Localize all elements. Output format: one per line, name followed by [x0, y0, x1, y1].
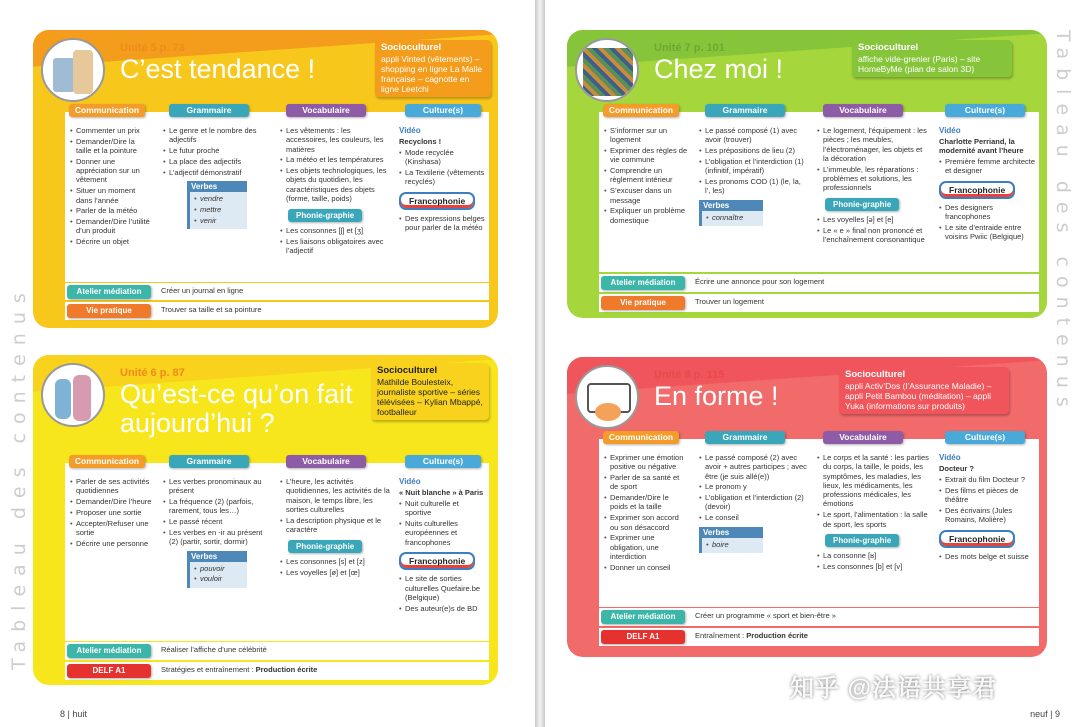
page-number-right: neuf | 9 — [1030, 709, 1060, 719]
content-grid — [65, 105, 489, 282]
list-item: • Demander/Dire l’utilité d’un produit — [70, 217, 152, 236]
col-culture — [935, 105, 1039, 243]
unit-6-card — [33, 355, 498, 685]
list-item: • vendre — [194, 194, 243, 203]
verbes-box — [187, 551, 247, 589]
list-item: • Le site d’entraide entre voisins Pwiic (Belgique) — [939, 223, 1036, 242]
list-item: • Exprimer son accord ou son désaccord — [604, 513, 688, 532]
grammaire-header: Grammaire — [169, 104, 249, 117]
unit-8-card — [567, 357, 1047, 657]
col-grammaire — [159, 105, 274, 233]
list-item: • Le sport, l’alimentation : la salle de sport, les sports — [817, 510, 930, 529]
culture-header: Culture(s) — [405, 455, 481, 468]
grammaire-header: Grammaire — [705, 431, 785, 444]
side-title-left: Tableau des contenus — [8, 284, 30, 670]
atelier-text: Créer un programme « sport et bien-être » — [695, 611, 836, 620]
list-item: • Des écrivains (Jules Romains, Molière) — [939, 506, 1036, 525]
col-vocabulaire — [276, 456, 393, 578]
side-title-right: Tableau des contenus — [1052, 30, 1074, 416]
col-grammaire — [695, 105, 811, 230]
list-item: • Décrire un objet — [70, 237, 152, 246]
list-item: • S’informer sur un logement — [604, 126, 688, 145]
verbes-box — [699, 200, 763, 227]
list-item: • Comprendre un règlement intérieur — [604, 166, 688, 185]
unit-title: En forme ! — [654, 381, 779, 411]
socioculturel-heading: Socioculturel — [381, 42, 442, 53]
unit-thumbnail — [575, 38, 639, 102]
list-item: • Des auteur(e)s de BD — [399, 604, 486, 613]
atelier-row — [599, 608, 1039, 626]
verbes-label: Verbes — [187, 551, 247, 562]
list-item: • Les verbes en -ir au présent (2) (partir, sortir, dormir) — [163, 528, 271, 547]
list-item: • Les verbes pronominaux au présent — [163, 477, 271, 496]
video-title: Recyclons ! — [399, 137, 442, 146]
list-item: • Exprimer une obligation, une interdiction — [604, 533, 688, 561]
vie-pratique-label: Vie pratique — [67, 304, 151, 318]
francophonie-label: Francophonie — [939, 530, 1015, 548]
unit-5-card — [33, 30, 498, 328]
delf-text: Stratégies et entraînement : — [161, 665, 256, 674]
list-item: • Commenter un prix — [70, 126, 152, 135]
list-item: • Le pronom y — [699, 482, 808, 491]
unit-title: Qu’est-ce qu’on fait aujourd’hui ? — [120, 379, 353, 438]
atelier-text: Écrire une annonce pour son logement — [695, 277, 825, 286]
list-item: • Exprimer des règles de vie commune — [604, 146, 688, 165]
list-item: • Les voyelles [ø] et [œ] — [280, 568, 390, 577]
list-item: • Accepter/Refuser une sortie — [70, 519, 152, 538]
list-item: • Proposer une sortie — [70, 508, 152, 517]
list-item: • Nuits culturelles européennes et francophones — [399, 519, 486, 547]
list-item: • Extrait du film Docteur ? — [939, 475, 1036, 484]
atelier-label: Atelier médiation — [601, 610, 685, 624]
list-item: • Le passé récent — [163, 517, 271, 526]
list-item: • Des expressions belges pour parler de la météo — [399, 214, 486, 233]
col-grammaire — [695, 432, 811, 557]
socioculturel-heading: Socioculturel — [845, 369, 906, 380]
video-label: Vidéo — [939, 453, 961, 462]
phonie-graphie-label: Phonie-graphie — [288, 540, 362, 553]
list-item: • L’immeuble, les réparations : problèmes et solutions, les professionnels — [817, 165, 930, 193]
list-item: • Le genre et le nombre des adjectifs — [163, 126, 271, 145]
col-vocabulaire — [813, 105, 933, 246]
vocabulaire-header: Vocabulaire — [823, 431, 903, 444]
list-item: • Les consonnes [ʃ] et [ʒ] — [280, 226, 390, 235]
list-item: • Les objets technologiques, les objets du quotidien, les caractéristiques des objets (forme, taille, poids) — [280, 166, 390, 203]
list-item: • Mode recyclée (Kinshasa) — [399, 148, 486, 167]
list-item: • Le corps et la santé : les parties du corps, la taille, le poids, les symptômes, les maladies, les lieux, les médicaments, les professions médicales, les émotions — [817, 453, 930, 509]
right-page — [545, 0, 1080, 727]
list-item: • La fréquence (2) (parfois, rarement, tous les…) — [163, 497, 271, 516]
col-vocabulaire — [276, 105, 393, 257]
col-culture — [395, 456, 489, 615]
list-item: • S’excuser dans un message — [604, 186, 688, 205]
phonie-graphie-label: Phonie-graphie — [825, 534, 899, 547]
vocabulaire-header: Vocabulaire — [286, 455, 366, 468]
unit-7-card — [567, 30, 1047, 318]
list-item: • Le passé composé (2) avec avoir + autres participes ; avec être (je suis allé(e)) — [699, 453, 808, 481]
col-grammaire — [159, 456, 274, 592]
culture-header: Culture(s) — [405, 104, 481, 117]
list-item: • Les prépositions de lieu (2) — [699, 146, 808, 155]
communication-header: Communication — [603, 104, 679, 117]
list-item: • Exprimer une émotion positive ou négative — [604, 453, 688, 472]
socioculturel-heading: Socioculturel — [377, 365, 438, 376]
list-item: • Donner un conseil — [604, 563, 688, 572]
list-item: • La description physique et le caractère — [280, 516, 390, 535]
socioculturel-text: affiche vide-grenier (Paris) – site HomeByMe (plan de salon 3D) — [858, 54, 981, 74]
delf-label: DELF A1 — [601, 630, 685, 644]
list-item: • Le logement, l’équipement : les pièces ; les meubles, l’électroménager, les objets et la décoration — [817, 126, 930, 163]
verbes-box — [699, 527, 763, 554]
unit-thumbnail — [41, 38, 105, 102]
verbes-box — [187, 181, 247, 229]
video-label: Vidéo — [399, 126, 421, 135]
video-label: Vidéo — [399, 477, 421, 486]
atelier-label: Atelier médiation — [67, 285, 151, 299]
culture-header: Culture(s) — [945, 431, 1025, 444]
phonie-graphie-label: Phonie-graphie — [288, 209, 362, 222]
vie-pratique-text: Trouver sa taille et sa pointure — [161, 305, 262, 314]
francophonie-label: Francophonie — [399, 192, 475, 210]
list-item: • Décrire une personne — [70, 539, 152, 548]
list-item: • L’heure, les activités quotidiennes, les activités de la maison, le temps libre, les sorties culturelles — [280, 477, 390, 514]
list-item: • pouvoir — [194, 564, 243, 573]
culture-header: Culture(s) — [945, 104, 1025, 117]
delf-row: DELF A1 Entraînement : Production écrite — [599, 628, 1039, 646]
list-item: • Des designers francophones — [939, 203, 1036, 222]
unit-thumbnail — [575, 365, 639, 429]
list-item: • Donner une appréciation sur un vêtement — [70, 157, 152, 185]
vie-pratique-text: Trouver un logement — [695, 297, 764, 306]
unit-title: C’est tendance ! — [120, 54, 316, 84]
list-item: • vouloir — [194, 574, 243, 583]
verbes-label: Verbes — [699, 200, 763, 211]
col-communication — [599, 432, 691, 574]
list-item: • Parler de ses activités quotidiennes — [70, 477, 152, 496]
phonie-graphie-label: Phonie-graphie — [825, 198, 899, 211]
list-item: • Des films et pièces de théâtre — [939, 486, 1036, 505]
list-item: • Le « e » final non prononcé et l’enchaînement consonantique — [817, 226, 930, 245]
video-title: Docteur ? — [939, 464, 975, 473]
socioculturel-box — [839, 367, 1009, 414]
col-communication — [65, 456, 155, 550]
communication-header: Communication — [603, 431, 679, 444]
list-item: • venir — [194, 216, 243, 225]
unit-number: Unité 6 p. 87 — [120, 367, 185, 379]
vie-pratique-row — [599, 294, 1039, 312]
list-item: • La consonne [ʁ] — [817, 551, 930, 560]
col-culture — [935, 432, 1039, 563]
watermark: 知乎 @法语共享君 — [790, 675, 998, 702]
list-item: • Le futur proche — [163, 146, 271, 155]
socioculturel-text: appli Vinted (vêtements) – shopping en ligne La Malle française – cagnotte en ligne Leetchi — [381, 54, 483, 94]
socioculturel-heading: Socioculturel — [858, 42, 919, 53]
atelier-text: Réaliser l’affiche d’une célébrité — [161, 645, 267, 654]
vie-pratique-label: Vie pratique — [601, 296, 685, 310]
video-title: Charlotte Perriand, la modernité avant l’heure — [939, 137, 1024, 155]
unit-number: Unité 5 p. 73 — [120, 42, 185, 54]
list-item: • Des mots belge et suisse — [939, 552, 1036, 561]
list-item: • Le conseil — [699, 513, 808, 522]
unit-number: Unité 8 p. 115 — [654, 369, 725, 381]
list-item: • Les liaisons obligatoires avec l’adjectif — [280, 237, 390, 256]
atelier-text: Créer un journal en ligne — [161, 286, 244, 295]
list-item: • Nuit culturelle et sportive — [399, 499, 486, 518]
list-item: • Demander/Dire le poids et la taille — [604, 493, 688, 512]
unit-thumbnail — [41, 363, 105, 427]
content-grid — [65, 456, 489, 641]
list-item: • Parler de sa santé et de sport — [604, 473, 688, 492]
atelier-label: Atelier médiation — [601, 276, 685, 290]
communication-list — [70, 126, 152, 247]
francophonie-label: Francophonie — [939, 181, 1015, 199]
list-item: • Les vêtements : les accessoires, les couleurs, les matières — [280, 126, 390, 154]
verbes-label: Verbes — [187, 181, 247, 192]
atelier-label: Atelier médiation — [67, 644, 151, 658]
list-item: • L’obligation et l’interdiction (1) (infinitif, impératif) — [699, 157, 808, 176]
col-culture — [395, 105, 489, 234]
socioculturel-text: Mathilde Boulesteix, journaliste sportive – séries télévisées – Kylian Mbappé, footballeur — [377, 377, 483, 417]
list-item: • L’adjectif démonstratif — [163, 168, 271, 177]
communication-header: Communication — [69, 104, 145, 117]
delf-row: DELF A1 Stratégies et entraînement : Production écrite — [65, 662, 489, 680]
list-item: • La météo et les températures — [280, 155, 390, 164]
list-item: • La Textilerie (vêtements recyclés) — [399, 168, 486, 187]
list-item: • L’obligation et l’interdiction (2) (devoir) — [699, 493, 808, 512]
communication-header: Communication — [69, 455, 145, 468]
list-item: • mettre — [194, 205, 243, 214]
list-item: • Expliquer un problème domestique — [604, 206, 688, 225]
list-item: • Première femme architecte et designer — [939, 157, 1036, 176]
socioculturel-text: appli Activ’Dos (l’Assurance Maladie) – appli Petit Bambou (méditation) – appli Yuka (informations sur produits) — [845, 381, 992, 411]
atelier-row — [65, 642, 489, 660]
list-item: • Le passé composé (1) avec avoir (trouver) — [699, 126, 808, 145]
page-number-left: 8 | huit — [60, 709, 87, 719]
unit-number: Unité 7 p. 101 — [654, 42, 725, 54]
list-item: • connaître — [706, 213, 759, 222]
delf-label: DELF A1 — [67, 664, 151, 678]
content-grid — [599, 105, 1039, 272]
list-item: • Parler de la météo — [70, 206, 152, 215]
col-communication — [599, 105, 691, 226]
socioculturel-box — [852, 40, 1012, 77]
list-item: • Les voyelles [ə] et [e] — [817, 215, 930, 224]
list-item: • boire — [706, 540, 759, 549]
col-vocabulaire — [813, 432, 933, 573]
list-item: • La place des adjectifs — [163, 157, 271, 166]
list-item: • Les consonnes [s] et [z] — [280, 557, 390, 566]
list-item: • Situer un moment dans l’année — [70, 186, 152, 205]
delf-text: Entraînement : — [695, 631, 747, 640]
vie-pratique-row — [65, 302, 489, 320]
content-grid — [599, 432, 1039, 607]
socioculturel-box — [371, 363, 489, 420]
left-page — [0, 0, 535, 727]
verbes-label: Verbes — [699, 527, 763, 538]
page-gutter — [535, 0, 545, 727]
list-item: • Le site de sorties culturelles Quefaire.be (Belgique) — [399, 574, 486, 602]
vocabulaire-header: Vocabulaire — [823, 104, 903, 117]
atelier-row — [599, 274, 1039, 292]
francophonie-label: Francophonie — [399, 552, 475, 570]
list-item: • Les consonnes [b] et [v] — [817, 562, 930, 571]
video-title: « Nuit blanche » à Paris — [399, 488, 484, 497]
grammaire-header: Grammaire — [169, 455, 249, 468]
video-label: Vidéo — [939, 126, 961, 135]
socioculturel-box — [375, 40, 491, 97]
grammaire-header: Grammaire — [705, 104, 785, 117]
list-item: • Demander/Dire la taille et la pointure — [70, 137, 152, 156]
unit-title: Chez moi ! — [654, 54, 784, 84]
col-communication — [65, 105, 155, 248]
list-item: • Les pronoms COD (1) (le, la, l’, les) — [699, 177, 808, 196]
atelier-row — [65, 282, 489, 300]
list-item: • Demander/Dire l’heure — [70, 497, 152, 506]
vocabulaire-header: Vocabulaire — [286, 104, 366, 117]
